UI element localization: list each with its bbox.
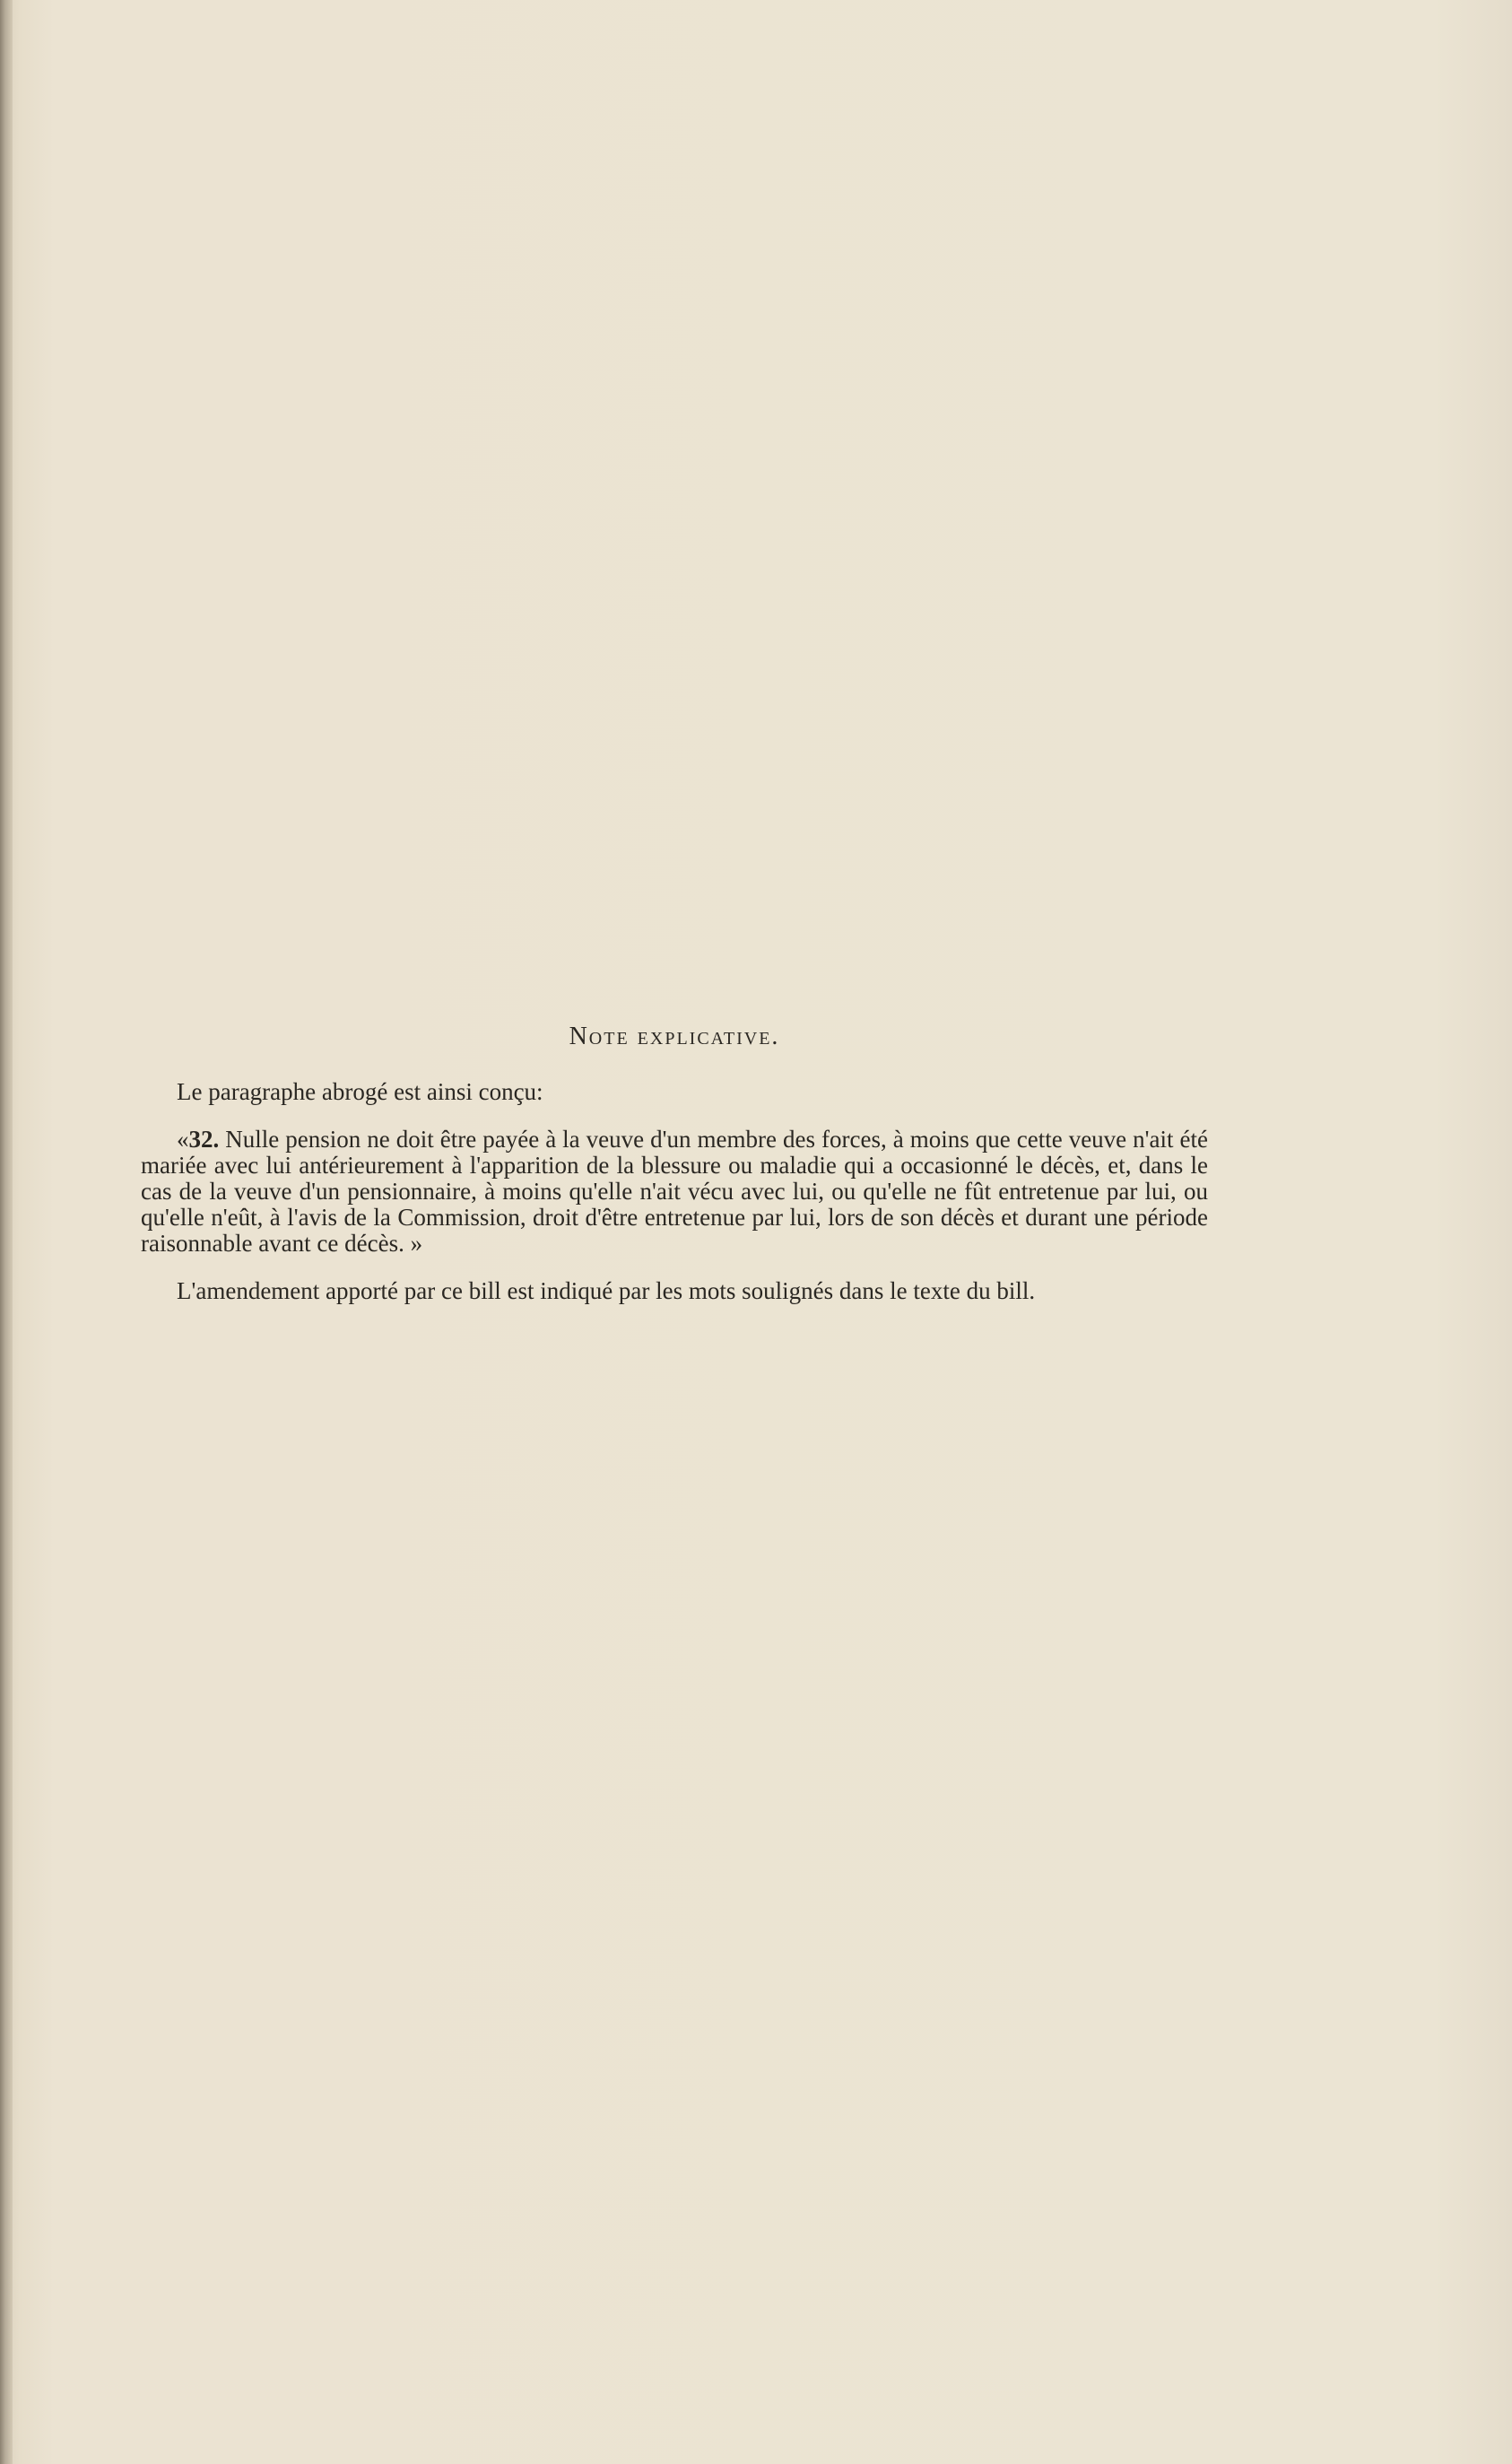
explanatory-note bbox=[141, 1023, 1208, 1304]
repealed-paragraph bbox=[141, 1127, 1208, 1257]
paragraph-number: 32. bbox=[188, 1126, 220, 1153]
quote-open: « bbox=[177, 1126, 189, 1153]
amendment-note: L'amendement apporté par ce bill est indiqué par les mots soulignés dans le texte du bill. bbox=[177, 1277, 1036, 1304]
note-title: Note explicative. bbox=[569, 1023, 780, 1050]
paragraph-text: Nulle pension ne doit être payée à la veuve d'un membre des forces, à moins que cette veuve n'ait été mariée avec lui antérieurement à l'apparition de la blessure ou maladie qui a occasionné le décès, et, dans le cas de la veuve d'un pensionnaire, à moins qu'elle n'ait vécu avec lui, ou qu'elle ne fût entretenue par lui, ou qu'elle n'eût, à l'avis de la Commission, droit d'être entretenue par lui, lors de son décès et durant une période raisonnable avant ce décès. » bbox=[141, 1126, 1208, 1257]
binding-edge bbox=[0, 0, 13, 2464]
note-intro: Le paragraphe abrogé est ainsi conçu: bbox=[177, 1078, 543, 1105]
